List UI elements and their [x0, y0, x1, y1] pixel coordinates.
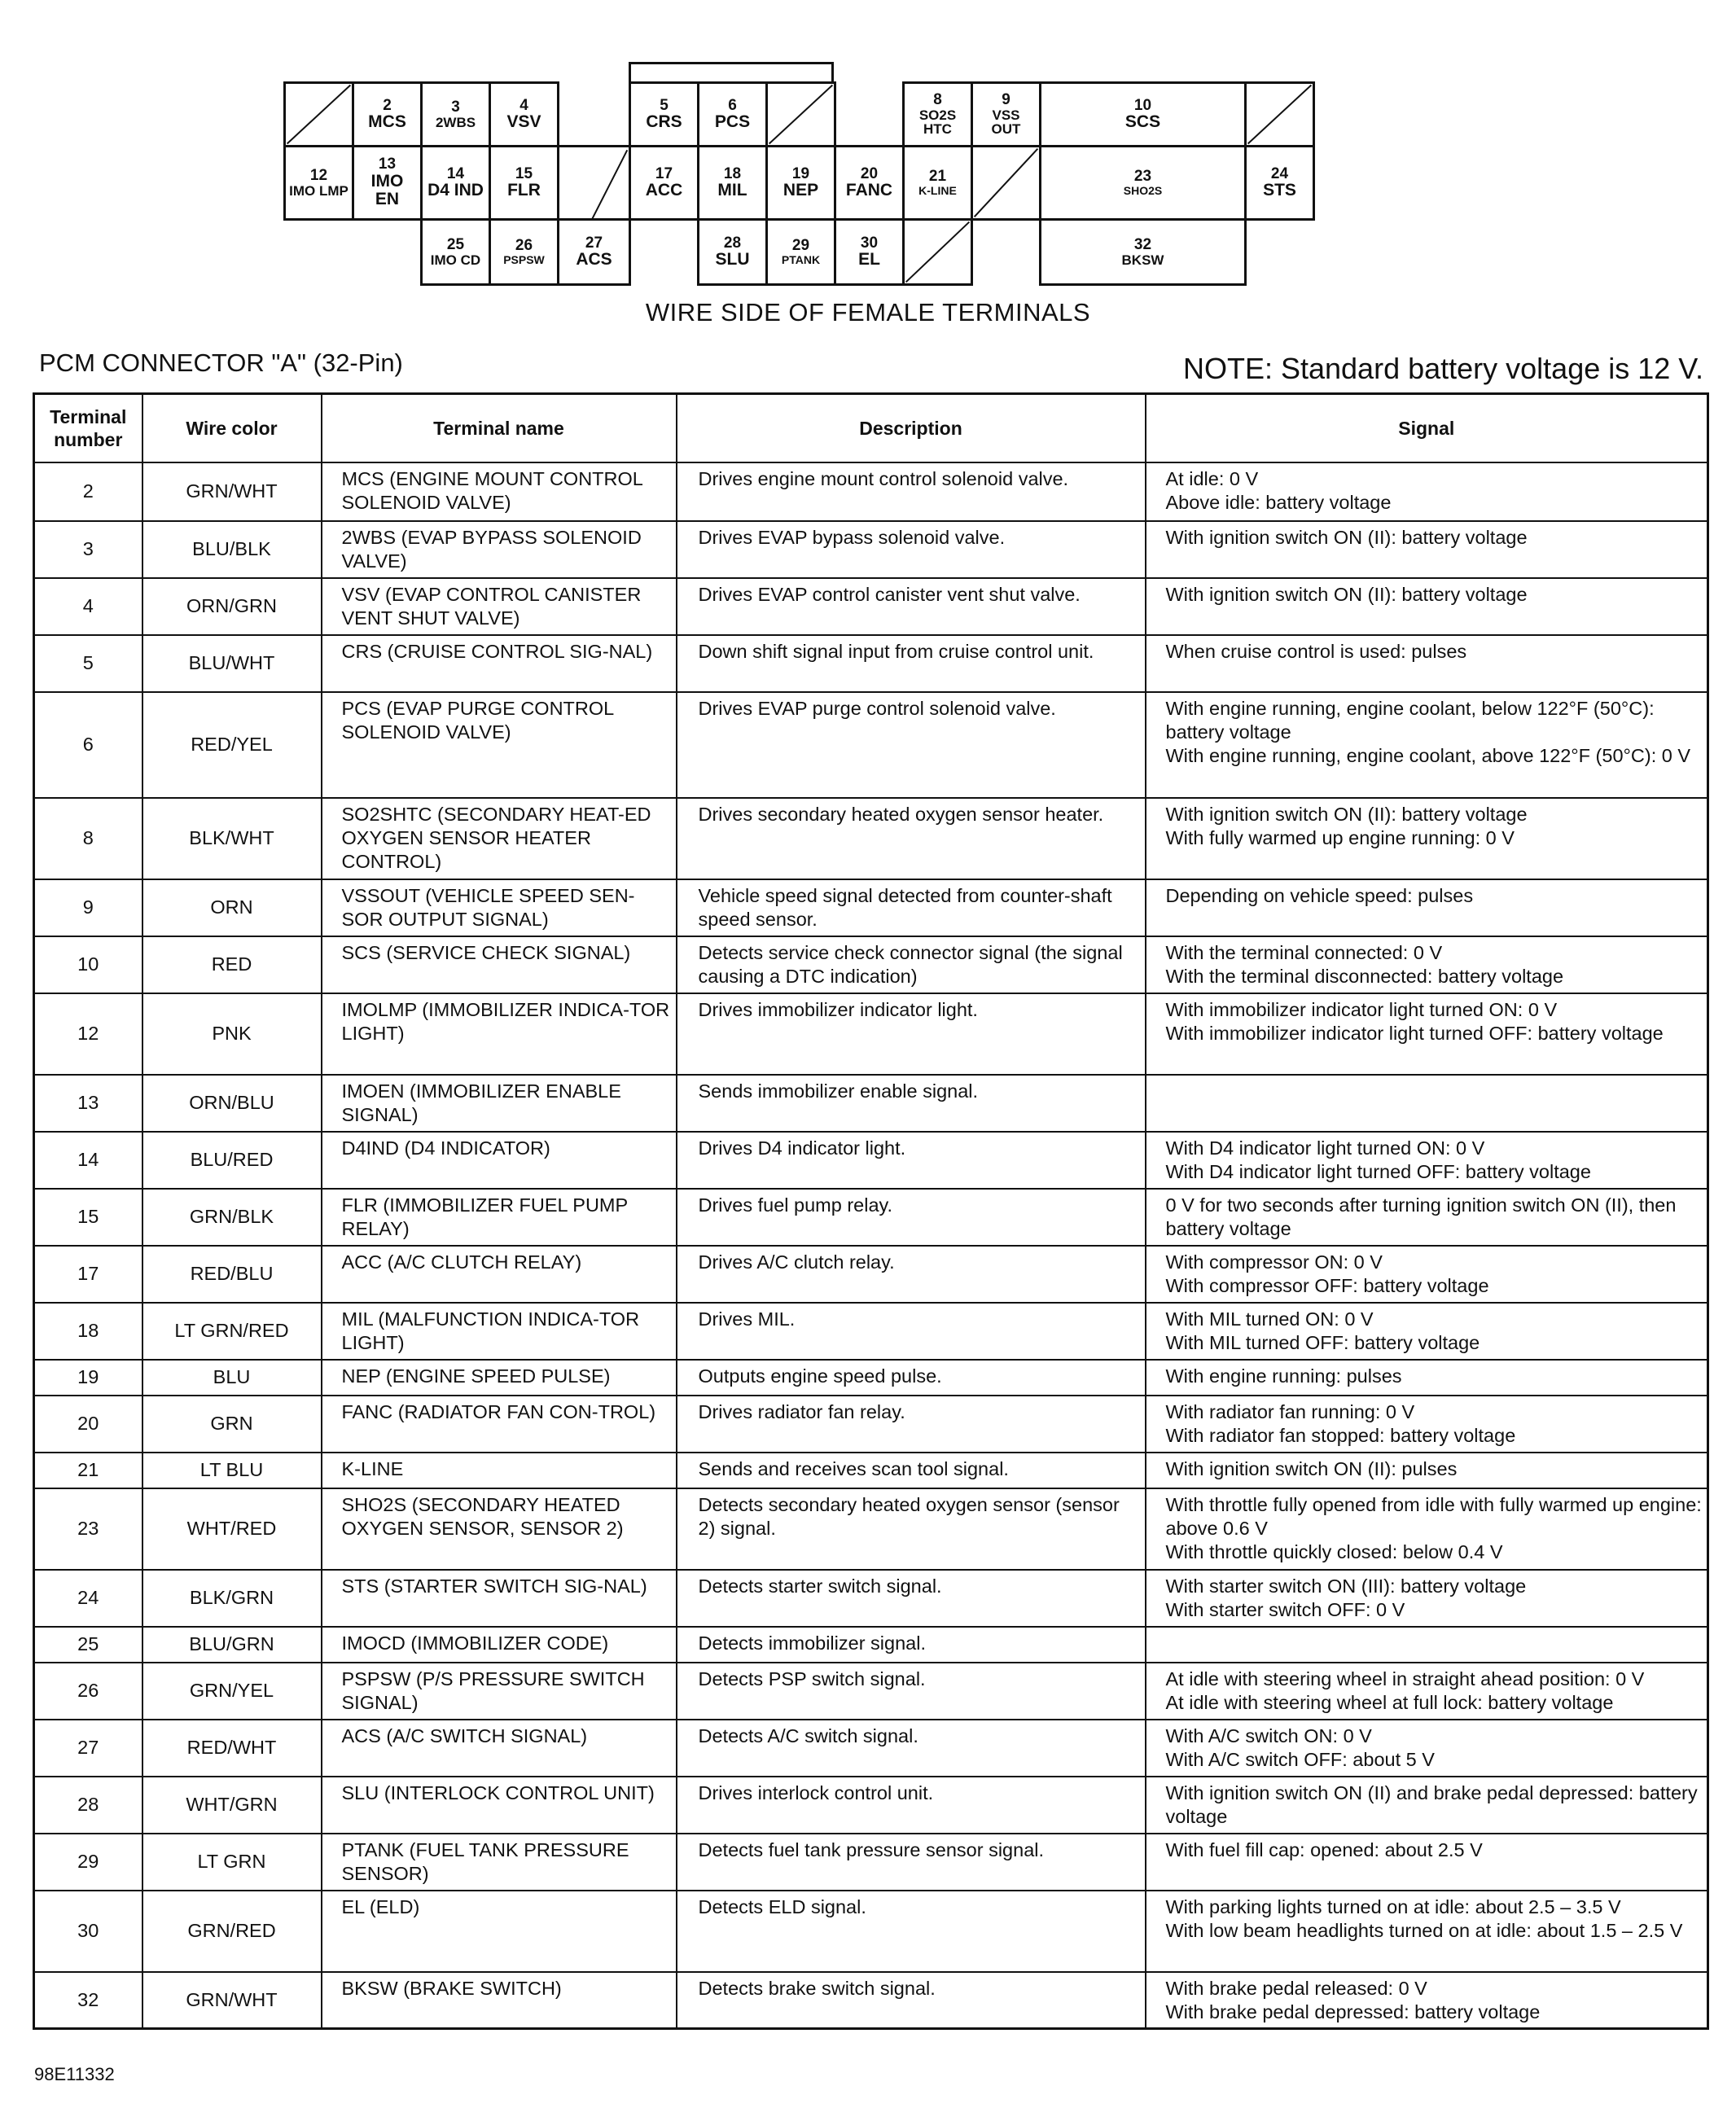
header-wire-color: Wire color [142, 394, 322, 462]
signal-cell: With starter switch ON (III): battery voltage With starter switch OFF: 0 V [1146, 1570, 1708, 1627]
pin-label: IMO LMP [289, 182, 349, 199]
terminal-number-cell: 3 [34, 521, 142, 578]
terminal-name-cell: EL (ELD) [322, 1891, 677, 1972]
signal-cell: With ignition switch ON (II) and brake pedal depressed: battery voltage [1146, 1777, 1708, 1834]
terminal-number-cell: 14 [34, 1132, 142, 1189]
pin-label: PTANK [781, 253, 821, 267]
terminal-number-cell: 25 [34, 1627, 142, 1663]
table-row [34, 798, 1708, 879]
description-cell: Detects brake switch signal. [677, 1972, 1146, 2029]
pin-number: 13 [378, 156, 397, 173]
terminal-number-cell: 13 [34, 1075, 142, 1132]
table-body [34, 462, 1708, 2029]
terminal-number-cell: 32 [34, 1972, 142, 2029]
pin-number: 8 [933, 90, 942, 108]
terminal-name-cell: SCS (SERVICE CHECK SIGNAL) [322, 936, 677, 993]
connector-pin-cell [352, 81, 423, 147]
signal-cell: With MIL turned ON: 0 V With MIL turned OFF: battery voltage [1146, 1303, 1708, 1360]
header-description: Description [677, 394, 1146, 462]
table-row [34, 1189, 1708, 1246]
wire-color-cell: RED/YEL [142, 692, 322, 798]
table-row [34, 879, 1708, 936]
terminal-number-cell: 4 [34, 578, 142, 635]
unused-pin-cell [283, 81, 354, 147]
signal-cell: With ignition switch ON (II): battery voltage [1146, 521, 1708, 578]
pin-label: 2WBS [435, 114, 476, 130]
connector-pin-cell [697, 218, 768, 286]
pin-label: VSV [506, 112, 541, 132]
terminal-number-cell: 27 [34, 1720, 142, 1777]
pin-number: 14 [446, 164, 465, 182]
connector-pin-cell [1039, 218, 1247, 286]
table-row [34, 1360, 1708, 1396]
wire-color-cell: ORN/GRN [142, 578, 322, 635]
wire-color-cell: RED/BLU [142, 1246, 322, 1303]
connector-pin-cell [489, 145, 559, 221]
connector-pin-cell [902, 81, 973, 147]
table-row [34, 1488, 1708, 1570]
terminal-number-cell: 26 [34, 1663, 142, 1720]
connector-pin-cell [420, 218, 491, 286]
signal-cell: With throttle fully opened from idle with fully warmed up engine: above 0.6 V With throttle quickly closed: below 0.4 V [1146, 1488, 1708, 1570]
wire-color-cell: BLU [142, 1360, 322, 1396]
pin-number: 20 [860, 164, 879, 182]
table-row [34, 1663, 1708, 1720]
pin-number: 17 [655, 164, 673, 182]
terminal-number-cell: 20 [34, 1396, 142, 1453]
unused-pin-cell [902, 218, 973, 286]
header-terminal-number: Terminal number [34, 394, 142, 462]
table-row [34, 692, 1708, 798]
wire-color-cell: GRN [142, 1396, 322, 1453]
pin-number: 6 [728, 96, 737, 114]
terminal-name-cell: SLU (INTERLOCK CONTROL UNIT) [322, 1777, 677, 1834]
pin-number: 30 [860, 234, 879, 252]
pin-label: IMO EN [370, 172, 404, 209]
description-cell: Detects service check connector signal (the signal causing a DTC indication) [677, 936, 1146, 993]
terminal-name-cell: MIL (MALFUNCTION INDICA-TOR LIGHT) [322, 1303, 677, 1360]
description-cell: Drives EVAP bypass solenoid valve. [677, 521, 1146, 578]
table-row [34, 1132, 1708, 1189]
signal-cell: With ignition switch ON (II): pulses [1146, 1453, 1708, 1488]
pin-label: BKSW [1121, 252, 1164, 268]
signal-cell: 0 V for two seconds after turning ignition switch ON (II), then battery voltage [1146, 1189, 1708, 1246]
signal-cell: With radiator fan running: 0 V With radiator fan stopped: battery voltage [1146, 1396, 1708, 1453]
pin-label: ACC [645, 181, 683, 200]
pin-label: IMO CD [430, 252, 481, 268]
wire-color-cell: RED/WHT [142, 1720, 322, 1777]
connector-pin-cell [420, 145, 491, 221]
terminal-name-cell: PCS (EVAP PURGE CONTROL SOLENOID VALVE) [322, 692, 677, 798]
description-cell: Down shift signal input from cruise control unit. [677, 635, 1146, 692]
description-cell: Outputs engine speed pulse. [677, 1360, 1146, 1396]
header-signal: Signal [1146, 394, 1708, 462]
connector-title: PCM CONNECTOR "A" (32-Pin) [39, 348, 403, 377]
pin-label: SCS [1124, 112, 1161, 132]
terminal-number-cell: 8 [34, 798, 142, 879]
terminal-name-cell: SHO2S (SECONDARY HEATED OXYGEN SENSOR, SENSOR 2) [322, 1488, 677, 1570]
table-row [34, 1303, 1708, 1360]
pin-number: 2 [383, 96, 392, 114]
table-row [34, 521, 1708, 578]
terminal-name-cell: IMOCD (IMMOBILIZER CODE) [322, 1627, 677, 1663]
signal-cell: At idle with steering wheel in straight ahead position: 0 V At idle with steering wheel at full lock: battery voltage [1146, 1663, 1708, 1720]
pin-number: 32 [1133, 235, 1152, 253]
connector-pin-cell [420, 81, 491, 147]
description-cell: Detects starter switch signal. [677, 1570, 1146, 1627]
terminal-number-cell: 2 [34, 462, 142, 521]
wire-color-cell: GRN/RED [142, 1891, 322, 1972]
terminal-number-cell: 21 [34, 1453, 142, 1488]
description-cell: Drives A/C clutch relay. [677, 1246, 1146, 1303]
pin-number: 19 [791, 164, 810, 182]
terminal-number-cell: 15 [34, 1189, 142, 1246]
connector-pin-cell [834, 145, 905, 221]
terminal-number-cell: 9 [34, 879, 142, 936]
pin-label: D4 IND [427, 181, 484, 200]
unused-pin-cell [971, 145, 1041, 221]
header-terminal-name: Terminal name [322, 394, 677, 462]
wire-color-cell: RED [142, 936, 322, 993]
connector-pin-cell [971, 81, 1041, 147]
terminal-number-cell: 10 [34, 936, 142, 993]
pin-number: 5 [660, 96, 669, 114]
signal-cell: With fuel fill cap: opened: about 2.5 V [1146, 1834, 1708, 1891]
terminal-name-cell: D4IND (D4 INDICATOR) [322, 1132, 677, 1189]
connector-diagram [0, 0, 1736, 301]
terminal-name-cell: FLR (IMMOBILIZER FUEL PUMP RELAY) [322, 1189, 677, 1246]
table-row [34, 635, 1708, 692]
pin-number: 24 [1270, 164, 1289, 182]
connector-pin-cell [352, 145, 423, 221]
signal-cell: Depending on vehicle speed: pulses [1146, 879, 1708, 936]
description-cell: Vehicle speed signal detected from counter-shaft speed sensor. [677, 879, 1146, 936]
connector-pin-cell [697, 145, 768, 221]
description-cell: Detects immobilizer signal. [677, 1627, 1146, 1663]
terminal-name-cell: VSSOUT (VEHICLE SPEED SEN-SOR OUTPUT SIGNAL) [322, 879, 677, 936]
description-cell: Drives engine mount control solenoid valve. [677, 462, 1146, 521]
table-row [34, 1075, 1708, 1132]
pin-number: 10 [1133, 96, 1152, 114]
signal-cell: With engine running: pulses [1146, 1360, 1708, 1396]
signal-cell: With the terminal connected: 0 V With the terminal disconnected: battery voltage [1146, 936, 1708, 993]
pin-label: CRS [646, 112, 682, 132]
terminal-number-cell: 28 [34, 1777, 142, 1834]
description-cell: Sends immobilizer enable signal. [677, 1075, 1146, 1132]
table-row [34, 1720, 1708, 1777]
terminal-name-cell: ACS (A/C SWITCH SIGNAL) [322, 1720, 677, 1777]
connector-pin-cell [629, 81, 699, 147]
battery-voltage-note: NOTE: Standard battery voltage is 12 V. [1182, 352, 1703, 385]
wire-color-cell: BLU/BLK [142, 521, 322, 578]
pin-number: 21 [928, 168, 947, 186]
table-row [34, 993, 1708, 1075]
wire-color-cell: BLK/GRN [142, 1570, 322, 1627]
signal-cell: With parking lights turned on at idle: about 2.5 – 3.5 V With low beam headlights turned on at idle: about 1.5 – 2.5 V [1146, 1891, 1708, 1972]
terminal-number-cell: 18 [34, 1303, 142, 1360]
terminal-name-cell: STS (STARTER SWITCH SIG-NAL) [322, 1570, 677, 1627]
figure-code: 98E11332 [34, 2064, 115, 2084]
pin-label: SHO2S [1123, 184, 1163, 198]
table-row [34, 1570, 1708, 1627]
table-row [34, 1777, 1708, 1834]
pin-number: 27 [585, 234, 603, 252]
description-cell: Detects secondary heated oxygen sensor (sensor 2) signal. [677, 1488, 1146, 1570]
table-row [34, 936, 1708, 993]
description-cell: Drives MIL. [677, 1303, 1146, 1360]
pin-number: 26 [515, 237, 533, 255]
signal-cell [1146, 1627, 1708, 1663]
terminal-number-cell: 23 [34, 1488, 142, 1570]
connector-pin-cell [1039, 145, 1247, 221]
description-cell: Drives EVAP control canister vent shut valve. [677, 578, 1146, 635]
description-cell: Drives D4 indicator light. [677, 1132, 1146, 1189]
description-cell: Drives radiator fan relay. [677, 1396, 1146, 1453]
terminal-name-cell: NEP (ENGINE SPEED PULSE) [322, 1360, 677, 1396]
unused-pin-cell [1244, 81, 1315, 147]
table-row [34, 1972, 1708, 2029]
pin-number: 3 [451, 98, 460, 116]
wire-color-cell: ORN/BLU [142, 1075, 322, 1132]
terminal-name-cell: 2WBS (EVAP BYPASS SOLENOID VALVE) [322, 521, 677, 578]
description-cell: Detects fuel tank pressure sensor signal. [677, 1834, 1146, 1891]
wire-color-cell: BLU/RED [142, 1132, 322, 1189]
description-cell: Drives immobilizer indicator light. [677, 993, 1146, 1075]
terminal-name-cell: FANC (RADIATOR FAN CON-TROL) [322, 1396, 677, 1453]
terminal-number-cell: 30 [34, 1891, 142, 1972]
pin-label: NEP [783, 181, 819, 200]
pin-label: PCS [714, 112, 751, 132]
terminal-name-cell: PTANK (FUEL TANK PRESSURE SENSOR) [322, 1834, 677, 1891]
connector-pin-cell [697, 81, 768, 147]
table-row [34, 1453, 1708, 1488]
signal-cell: With brake pedal released: 0 V With brake pedal depressed: battery voltage [1146, 1972, 1708, 2029]
pin-label: STS [1263, 181, 1296, 200]
wire-color-cell: GRN/BLK [142, 1189, 322, 1246]
terminal-name-cell: PSPSW (P/S PRESSURE SWITCH SIGNAL) [322, 1663, 677, 1720]
signal-cell: With A/C switch ON: 0 V With A/C switch OFF: about 5 V [1146, 1720, 1708, 1777]
terminal-name-cell: IMOEN (IMMOBILIZER ENABLE SIGNAL) [322, 1075, 677, 1132]
terminal-name-cell: MCS (ENGINE MOUNT CONTROL SOLENOID VALVE) [322, 462, 677, 521]
pin-label: ACS [576, 250, 612, 270]
terminal-number-cell: 12 [34, 993, 142, 1075]
signal-cell: With immobilizer indicator light turned ON: 0 V With immobilizer indicator light turned OFF: battery voltage [1146, 993, 1708, 1075]
signal-cell: With compressor ON: 0 V With compressor OFF: battery voltage [1146, 1246, 1708, 1303]
terminal-name-cell: IMOLMP (IMMOBILIZER INDICA-TOR LIGHT) [322, 993, 677, 1075]
pin-number: 15 [515, 164, 533, 182]
connector-pin-cell [765, 218, 836, 286]
pin-number: 25 [446, 235, 465, 253]
table-row [34, 1834, 1708, 1891]
description-cell: Detects ELD signal. [677, 1891, 1146, 1972]
description-cell: Detects A/C switch signal. [677, 1720, 1146, 1777]
pin-number: 29 [791, 237, 810, 255]
table-row [34, 462, 1708, 521]
terminal-name-cell: SO2SHTC (SECONDARY HEAT-ED OXYGEN SENSOR HEATER CONTROL) [322, 798, 677, 879]
signal-cell: With ignition switch ON (II): battery voltage With fully warmed up engine running: 0 V [1146, 798, 1708, 879]
table-row [34, 578, 1708, 635]
terminal-number-cell: 17 [34, 1246, 142, 1303]
terminal-name-cell: ACC (A/C CLUTCH RELAY) [322, 1246, 677, 1303]
pin-number: 18 [723, 164, 742, 182]
pin-label: SO2S HTC [918, 107, 957, 138]
pin-label: EL [858, 250, 880, 270]
signal-cell [1146, 1075, 1708, 1132]
connector-pin-cell [765, 145, 836, 221]
connector-pin-cell [834, 218, 905, 286]
pin-number: 9 [1002, 90, 1010, 108]
pin-label: K-LINE [918, 184, 957, 198]
signal-cell: With engine running, engine coolant, below 122°F (50°C): battery voltage With engine running, engine coolant, above 122°F (50°C): 0 V [1146, 692, 1708, 798]
connector-pin-cell [283, 145, 354, 221]
wire-color-cell: WHT/GRN [142, 1777, 322, 1834]
wire-color-cell: BLK/WHT [142, 798, 322, 879]
connector-pin-cell [489, 81, 559, 147]
pin-label: SLU [715, 250, 750, 270]
table-row [34, 1627, 1708, 1663]
terminal-number-cell: 5 [34, 635, 142, 692]
connector-pin-cell [489, 218, 559, 286]
wire-color-cell: GRN/WHT [142, 1972, 322, 2029]
description-cell: Detects PSP switch signal. [677, 1663, 1146, 1720]
pin-label: FLR [507, 181, 541, 200]
diagram-caption: WIRE SIDE OF FEMALE TERMINALS [645, 298, 1091, 326]
unused-pin-cell [765, 81, 836, 147]
wire-color-cell: WHT/RED [142, 1488, 322, 1570]
connector-key-tab [629, 62, 834, 84]
description-cell: Drives secondary heated oxygen sensor heater. [677, 798, 1146, 879]
description-cell: Drives interlock control unit. [677, 1777, 1146, 1834]
pin-label: VSS OUT [991, 107, 1021, 138]
terminal-name-cell: VSV (EVAP CONTROL CANISTER VENT SHUT VALVE) [322, 578, 677, 635]
connector-pin-cell [557, 218, 631, 286]
table-header-row [34, 394, 1708, 462]
table-row [34, 1891, 1708, 1972]
description-cell: Sends and receives scan tool signal. [677, 1453, 1146, 1488]
terminal-number-cell: 24 [34, 1570, 142, 1627]
connector-pin-cell [902, 145, 973, 221]
signal-cell: When cruise control is used: pulses [1146, 635, 1708, 692]
wire-color-cell: BLU/WHT [142, 635, 322, 692]
table-row [34, 1246, 1708, 1303]
terminal-number-cell: 19 [34, 1360, 142, 1396]
signal-cell: At idle: 0 V Above idle: battery voltage [1146, 462, 1708, 521]
signal-cell: With D4 indicator light turned ON: 0 V With D4 indicator light turned OFF: battery voltage [1146, 1132, 1708, 1189]
signal-cell: With ignition switch ON (II): battery voltage [1146, 578, 1708, 635]
pin-number: 28 [723, 234, 742, 252]
wire-color-cell: GRN/YEL [142, 1663, 322, 1720]
pin-number: 23 [1133, 168, 1152, 186]
wire-color-cell: PNK [142, 993, 322, 1075]
terminal-name-cell: K-LINE [322, 1453, 677, 1488]
pinout-table [33, 392, 1709, 2030]
pin-label: PSPSW [503, 253, 545, 267]
wire-color-cell: LT GRN [142, 1834, 322, 1891]
pin-number: 12 [309, 166, 328, 184]
wire-color-cell: GRN/WHT [142, 462, 322, 521]
pin-label: FANC [845, 181, 893, 200]
wire-color-cell: LT GRN/RED [142, 1303, 322, 1360]
terminal-number-cell: 6 [34, 692, 142, 798]
pin-label: MIL [717, 181, 747, 200]
pin-number: 4 [519, 96, 528, 114]
connector-pin-cell [1244, 145, 1315, 221]
wire-color-cell: LT BLU [142, 1453, 322, 1488]
connector-pin-cell [629, 145, 699, 221]
terminal-name-cell: BKSW (BRAKE SWITCH) [322, 1972, 677, 2029]
wire-color-cell: BLU/GRN [142, 1627, 322, 1663]
table-row [34, 1396, 1708, 1453]
terminal-name-cell: CRS (CRUISE CONTROL SIG-NAL) [322, 635, 677, 692]
description-cell: Drives fuel pump relay. [677, 1189, 1146, 1246]
connector-pin-cell [1039, 81, 1247, 147]
terminal-number-cell: 29 [34, 1834, 142, 1891]
description-cell: Drives EVAP purge control solenoid valve. [677, 692, 1146, 798]
wire-color-cell: ORN [142, 879, 322, 936]
pin-label: MCS [368, 112, 406, 132]
